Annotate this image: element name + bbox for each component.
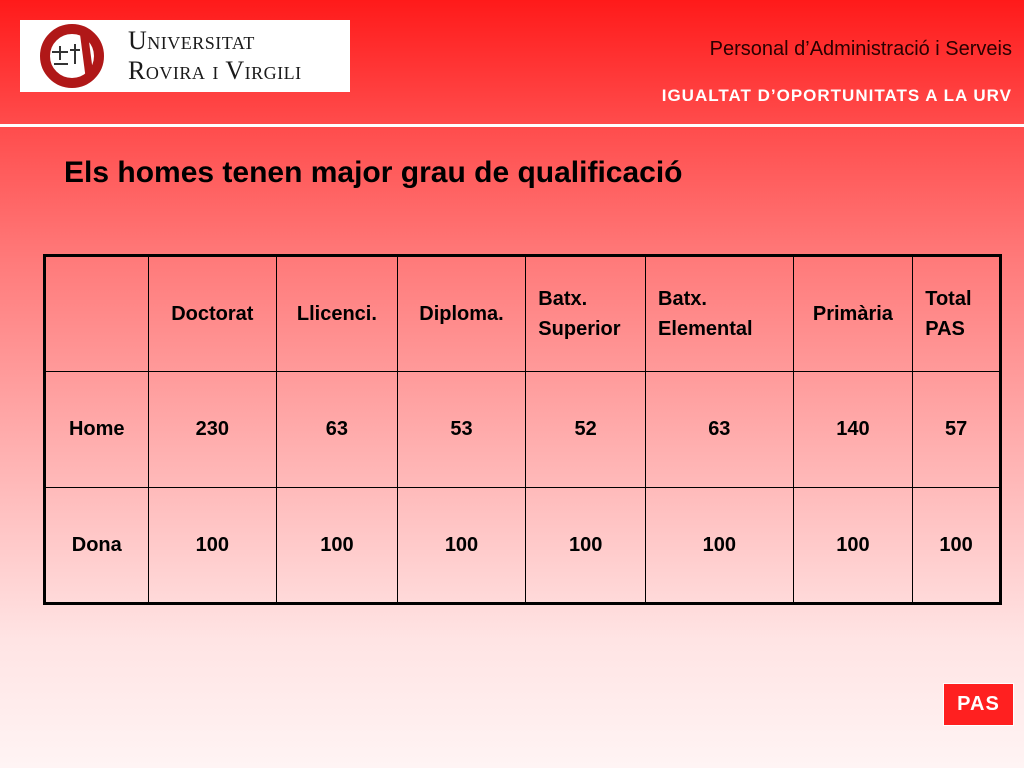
pas-badge: PAS xyxy=(943,683,1014,726)
logo-line-2: Rovira i Virgili xyxy=(128,56,302,85)
table-row-home xyxy=(45,372,1001,488)
table-cell: 63 xyxy=(277,372,398,488)
row-label: Dona xyxy=(45,488,149,604)
table-cell: 57 xyxy=(913,372,1001,488)
table-corner-cell xyxy=(45,256,149,372)
table-cell: 100 xyxy=(646,488,794,604)
university-logo xyxy=(20,20,350,92)
table-cell: 100 xyxy=(277,488,398,604)
slide-title: Els homes tenen major grau de qualificació xyxy=(64,156,683,189)
column-header-primaria: Primària xyxy=(793,256,913,372)
column-header-batx-elemental: Batx. Elemental xyxy=(646,256,794,372)
logo-wordmark xyxy=(128,26,302,86)
table-cell: 100 xyxy=(793,488,913,604)
qualification-table xyxy=(43,254,1002,605)
table-cell: 230 xyxy=(148,372,277,488)
table-cell: 100 xyxy=(913,488,1001,604)
slide-header xyxy=(0,0,1024,124)
table-cell: 100 xyxy=(397,488,526,604)
table-cell: 63 xyxy=(646,372,794,488)
column-header-doctorat: Doctorat xyxy=(148,256,277,372)
table-cell: 140 xyxy=(793,372,913,488)
table-header-row xyxy=(45,256,1001,372)
urv-emblem-icon xyxy=(24,20,120,92)
header-divider xyxy=(0,124,1024,127)
row-label: Home xyxy=(45,372,149,488)
header-subtitle: Personal d’Administració i Serveis xyxy=(709,38,1012,60)
header-section: IGUALTAT D’OPORTUNITATS A LA URV xyxy=(661,86,1012,105)
logo-line-1: Universitat xyxy=(128,26,255,55)
column-header-llicenci: Llicenci. xyxy=(277,256,398,372)
table-cell: 100 xyxy=(526,488,646,604)
table-row-dona xyxy=(45,488,1001,604)
table-cell: 53 xyxy=(397,372,526,488)
column-header-batx-superior: Batx. Superior xyxy=(526,256,646,372)
table-cell: 52 xyxy=(526,372,646,488)
column-header-total-pas: Total PAS xyxy=(913,256,1001,372)
table-cell: 100 xyxy=(148,488,277,604)
column-header-diploma: Diploma. xyxy=(397,256,526,372)
